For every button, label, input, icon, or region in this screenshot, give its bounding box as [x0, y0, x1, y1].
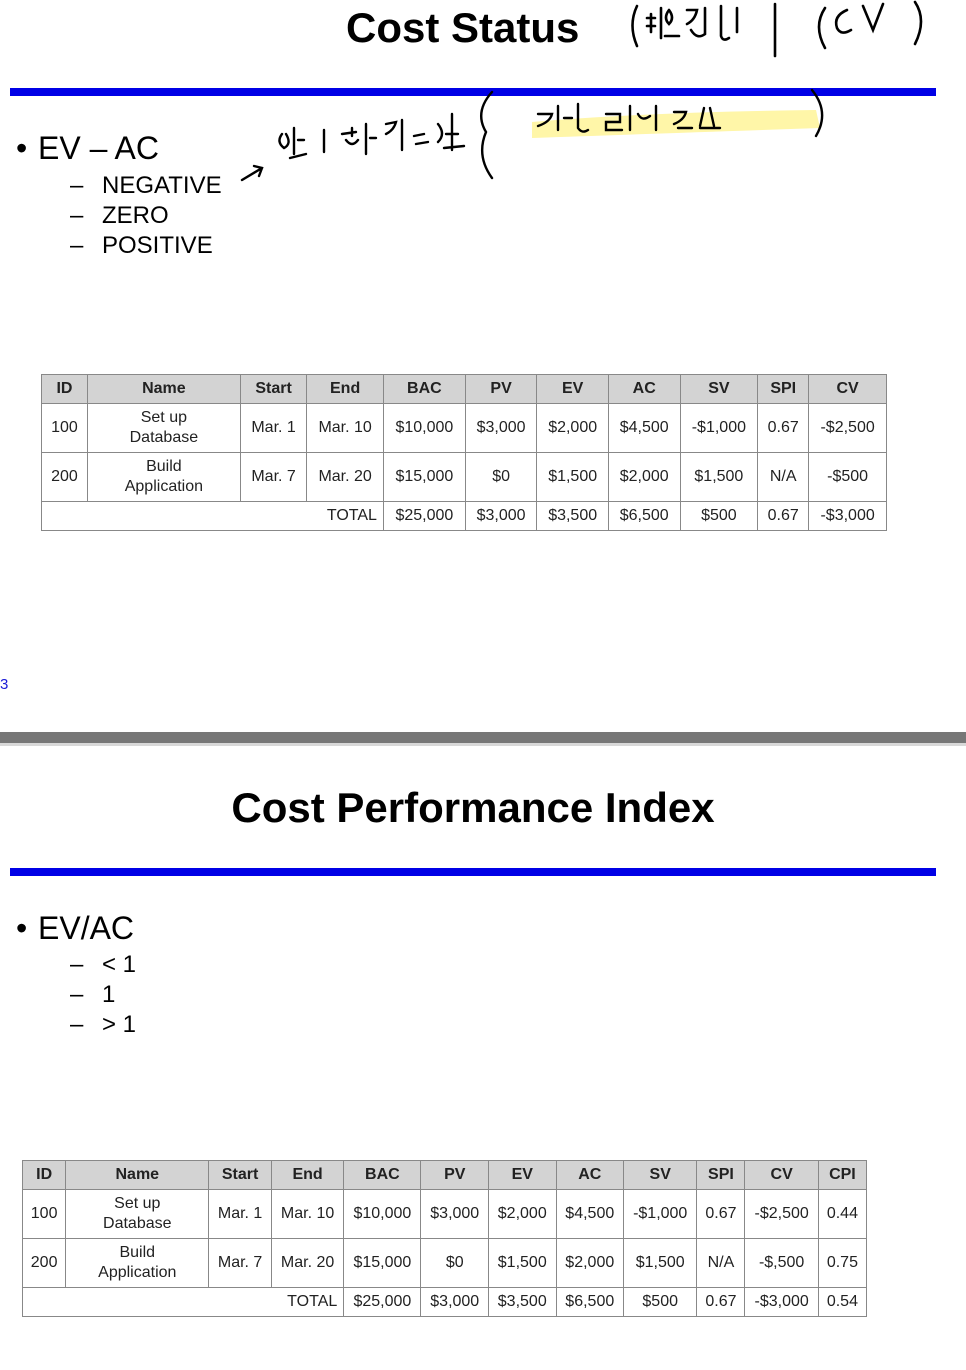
cell-start: Mar. 1	[240, 404, 306, 453]
column-header: AC	[556, 1161, 624, 1190]
table-row	[42, 453, 887, 502]
cell-spi: N/A	[697, 1239, 745, 1288]
cell-id: 200	[23, 1239, 66, 1288]
cell-spi: 0.67	[758, 404, 809, 453]
cell-end: Mar. 10	[271, 1190, 343, 1239]
cell-start: Mar. 7	[209, 1239, 272, 1288]
cell-bac: $15,000	[344, 1239, 421, 1288]
cell-ac: $6,500	[608, 502, 680, 531]
cell-end: Mar. 20	[271, 1239, 343, 1288]
cell-ev: $1,500	[489, 1239, 557, 1288]
column-header: PV	[465, 375, 537, 404]
column-header: PV	[421, 1161, 489, 1190]
cell-ac: $4,500	[556, 1190, 624, 1239]
table-header-row	[23, 1161, 867, 1190]
cell-name	[87, 453, 240, 502]
table-row	[23, 1190, 867, 1239]
sub-item-text: POSITIVE	[102, 232, 213, 259]
cell-id: 100	[23, 1190, 66, 1239]
handwritten-annotation-title	[625, 0, 955, 60]
cell-end: Mar. 10	[307, 404, 384, 453]
cell-bac: $10,000	[383, 404, 465, 453]
column-header: End	[271, 1161, 343, 1190]
cell-pv: $3,000	[421, 1190, 489, 1239]
sub-item-text: NEGATIVE	[102, 172, 222, 199]
cell-pv: $0	[465, 453, 537, 502]
bullet-main	[0, 910, 134, 947]
bullet-dot: •	[16, 910, 28, 946]
cell-ev: $1,500	[537, 453, 609, 502]
cell-cv: -$2,500	[809, 404, 887, 453]
column-header: EV	[537, 375, 609, 404]
bullet-text: EV/AC	[38, 910, 135, 946]
cell-name	[66, 1190, 209, 1239]
cell-ev: $3,500	[537, 502, 609, 531]
slide-title: Cost Status	[346, 4, 580, 51]
table-header-row	[42, 375, 887, 404]
sub-item: – POSITIVE	[70, 232, 213, 259]
name-line: Application	[124, 478, 204, 495]
cell-ac: $4,500	[608, 404, 680, 453]
cell-ev: $2,000	[489, 1190, 557, 1239]
name-line: Database	[103, 1215, 172, 1232]
cell-sv: $500	[680, 502, 758, 531]
cell-cpi: 0.54	[818, 1288, 866, 1317]
name-line: Set up	[140, 409, 187, 426]
column-header: BAC	[344, 1161, 421, 1190]
cell-name	[87, 404, 240, 453]
table-total-row	[42, 502, 887, 531]
column-header: Name	[87, 375, 240, 404]
cell-sv: $1,500	[624, 1239, 697, 1288]
cell-sv: $1,500	[680, 453, 758, 502]
cell-id: 100	[42, 404, 88, 453]
cell-spi: 0.67	[697, 1190, 745, 1239]
cell-cv: -$3,000	[745, 1288, 818, 1317]
cell-bac: $10,000	[344, 1190, 421, 1239]
bullet-text: EV – AC	[38, 130, 159, 166]
column-header: CV	[745, 1161, 818, 1190]
column-header: SV	[624, 1161, 697, 1190]
cell-sv: -$1,000	[624, 1190, 697, 1239]
cell-bac: $25,000	[383, 502, 465, 531]
cell-ac: $2,000	[556, 1239, 624, 1288]
cell-end: Mar. 20	[307, 453, 384, 502]
cell-pv: $3,000	[421, 1288, 489, 1317]
column-header: SPI	[758, 375, 809, 404]
table-row	[42, 404, 887, 453]
column-header: Start	[209, 1161, 272, 1190]
name-line: Build	[146, 458, 182, 475]
cell-name	[66, 1239, 209, 1288]
name-line: Set up	[114, 1195, 161, 1212]
cell-start: Mar. 7	[240, 453, 306, 502]
total-label: TOTAL	[23, 1288, 344, 1317]
bullet-dot: •	[16, 130, 28, 166]
cell-cv: -$2,500	[745, 1190, 818, 1239]
cell-sv: -$1,000	[680, 404, 758, 453]
column-header: SPI	[697, 1161, 745, 1190]
cell-pv: $3,000	[465, 404, 537, 453]
column-header: Name	[66, 1161, 209, 1190]
cell-spi: N/A	[758, 453, 809, 502]
cell-cv: -$3,000	[809, 502, 887, 531]
sub-item: – ZERO	[70, 202, 169, 229]
name-line: Application	[98, 1264, 177, 1281]
cell-bac: $15,000	[383, 453, 465, 502]
slide-separator	[0, 732, 966, 746]
column-header: Start	[240, 375, 306, 404]
cell-spi: 0.67	[697, 1288, 745, 1317]
column-header: SV	[680, 375, 758, 404]
cell-start: Mar. 1	[209, 1190, 272, 1239]
sub-item: – < 1	[70, 951, 137, 978]
cell-ev: $2,000	[537, 404, 609, 453]
column-header: BAC	[383, 375, 465, 404]
table-total-row	[23, 1288, 867, 1317]
name-line: Build	[119, 1244, 156, 1261]
handwritten-annotation-arrow-note	[226, 84, 846, 194]
cell-ac: $2,000	[608, 453, 680, 502]
sub-item: – > 1	[70, 1011, 137, 1038]
column-header: End	[307, 375, 384, 404]
cell-pv: $3,000	[465, 502, 537, 531]
slide-title: Cost Performance Index	[231, 784, 715, 831]
cell-cpi: 0.44	[818, 1190, 866, 1239]
sub-item-text: < 1	[102, 951, 137, 978]
sub-item: – NEGATIVE	[70, 172, 222, 199]
cell-ac: $6,500	[556, 1288, 624, 1317]
cell-ev: $3,500	[489, 1288, 557, 1317]
cost-status-table	[41, 374, 887, 531]
column-header: ID	[42, 375, 88, 404]
cell-cv: -$500	[809, 453, 887, 502]
sub-item: – 1	[70, 981, 116, 1008]
sub-item-text: > 1	[102, 1011, 137, 1038]
title-underline	[10, 868, 936, 876]
table-row	[23, 1239, 867, 1288]
cell-sv: $500	[624, 1288, 697, 1317]
name-line: Database	[129, 429, 199, 446]
cell-id: 200	[42, 453, 88, 502]
cost-performance-table	[22, 1160, 867, 1317]
column-header: CV	[809, 375, 887, 404]
column-header: AC	[608, 375, 680, 404]
page-number: 3	[0, 676, 9, 693]
cell-cpi: 0.75	[818, 1239, 866, 1288]
column-header: ID	[23, 1161, 66, 1190]
sub-item-text: 1	[102, 981, 116, 1008]
bullet-main	[0, 130, 159, 167]
cell-cv: -$,500	[745, 1239, 818, 1288]
sub-item-text: ZERO	[102, 202, 169, 229]
column-header: CPI	[818, 1161, 866, 1190]
cell-spi: 0.67	[758, 502, 809, 531]
cell-bac: $25,000	[344, 1288, 421, 1317]
cell-pv: $0	[421, 1239, 489, 1288]
column-header: EV	[489, 1161, 557, 1190]
slide-cost-performance-index	[0, 746, 966, 1370]
total-label: TOTAL	[42, 502, 384, 531]
